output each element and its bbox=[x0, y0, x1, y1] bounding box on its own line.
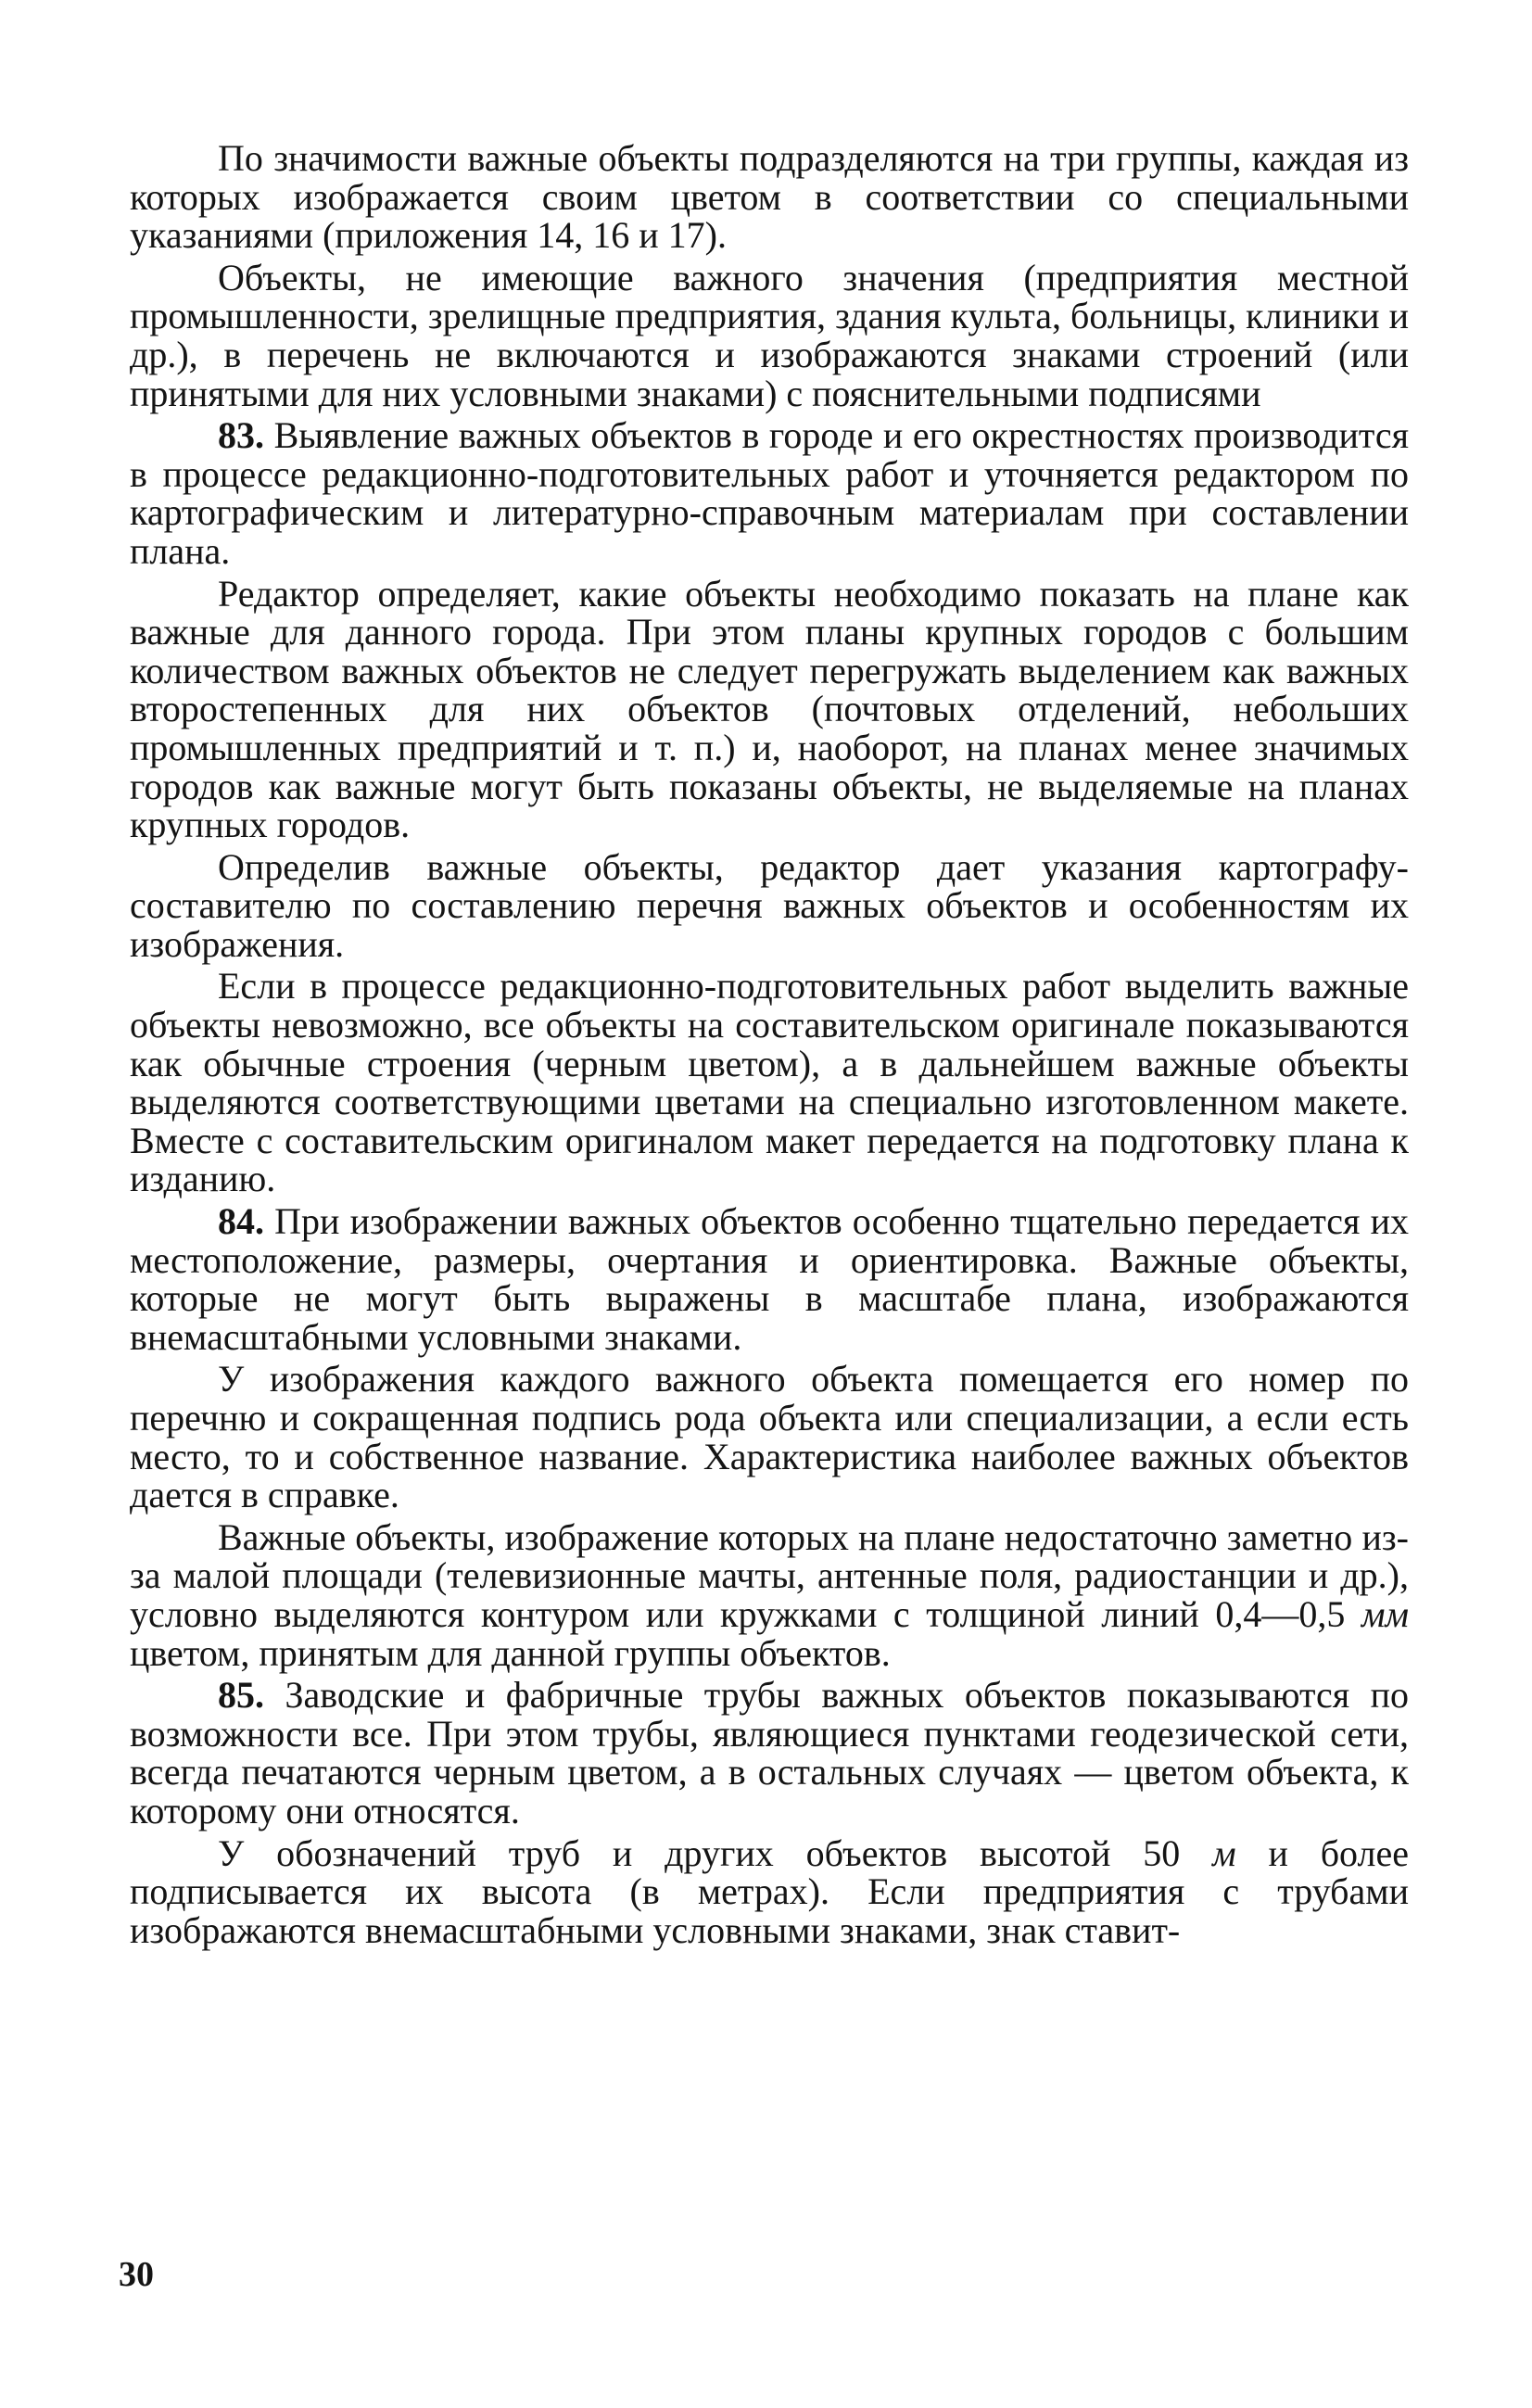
paragraph-85-text: Заводские и фабричные трубы важных объектов показываются по возможности все. При этом трубы, являющиеся пунктами геодезической сети, всегда печатаются черным цветом, а в остальных случаях — цветом объекта, к которому они относятся. bbox=[130, 1674, 1410, 1831]
unit-mm: мм bbox=[1361, 1592, 1409, 1635]
section-number-83: 83. bbox=[218, 414, 264, 457]
paragraph-editor-determines: Редактор определяет, какие объекты необходимо показать на плане как важные для данного города. При этом планы крупных городов с большим количеством важных объектов не следует перегружать выделением как важных второстепенных для них объектов (почтовых отделений, небольших промышленных предприятий и т. п.) и, наоборот, на планах менее значимых городов как важные могут быть показаны объекты, не выделяемые на планах крупных городов. bbox=[130, 572, 1409, 846]
paragraph-83 bbox=[130, 416, 1409, 570]
paragraph-having-determined: Определив важные объекты, редактор дает указания картографу-составителю по составлению перечня важных объектов и особенностям их изображения. bbox=[130, 845, 1409, 965]
paragraph-unimportant-objects: Объекты, не имеющие важного значения (предприятия местной промышленности, зрелищные предприятия, здания культа, больницы, клиники и др.), в перечень не включаются и изображаются знаками строений (или принятыми для них условными знаками) с пояснительными подписями bbox=[130, 256, 1409, 414]
paragraph-if-impossible: Если в процессе редакционно-подготовительных работ выделить важные объекты невозможно, все объекты на составительском оригинале показываются как обычные строения (черным цветом), а в дальнейшем важные объекты выделяются соответствующими цветами на специально изготовленном макете. Вместе с составительским оригиналом макет передается на подготовку плана к изданию. bbox=[130, 965, 1409, 1200]
section-number-84: 84. bbox=[218, 1200, 264, 1243]
paragraph-chimney-heights-text-before: У обозначений труб и других объектов высотой 50 bbox=[218, 1831, 1213, 1874]
paragraph-small-objects-text-after: цветом, принятым для данной группы объектов. bbox=[130, 1631, 891, 1674]
unit-m: м bbox=[1212, 1831, 1236, 1874]
paragraph-small-objects-text-before: Важные объекты, изображение которых на плане недостаточно заметно из-за малой площади (телевизионные мачты, антенные поля, радиостанции и др.), условно выделяются контуром или кружками с толщиной линий 0,4—0,5 bbox=[130, 1515, 1409, 1635]
section-number-85: 85. bbox=[218, 1674, 264, 1717]
paragraph-chimney-heights bbox=[130, 1831, 1409, 1951]
page-body bbox=[130, 139, 1409, 1953]
paragraph-83-text: Выявление важных объектов в городе и его окрестностях производится в процессе редакционно-подготовительных работ и уточняется редактором по картографическим и литературно-справочным материалам при составлении плана. bbox=[130, 414, 1409, 572]
page-number: 30 bbox=[119, 2255, 154, 2294]
paragraph-84 bbox=[130, 1202, 1409, 1356]
paragraph-chimney-heights-text-after: и более подписывается их высота (в метрах). Если предприятия с трубами изображаются внемасштабными условными знаками, знак ставит- bbox=[130, 1831, 1409, 1951]
paragraph-object-labels: У изображения каждого важного объекта помещается его номер по перечню и сокращенная подпись рода объекта или специализации, а если есть место, то и собственное название. Характеристика наиболее важных объектов дается в справке. bbox=[130, 1358, 1409, 1516]
paragraph-significance-groups: По значимости важные объекты подразделяются на три группы, каждая из которых изображается своим цветом в соответствии со специальными указаниями (приложения 14, 16 и 17). bbox=[130, 137, 1409, 257]
paragraph-85 bbox=[130, 1676, 1409, 1830]
paragraph-84-text: При изображении важных объектов особенно тщательно передается их местоположение, размеры, очертания и ориентировка. Важные объекты, которые не могут быть выражены в масштабе плана, изображаются внемасштабными условными знаками. bbox=[130, 1200, 1410, 1358]
paragraph-small-objects bbox=[130, 1515, 1409, 1674]
